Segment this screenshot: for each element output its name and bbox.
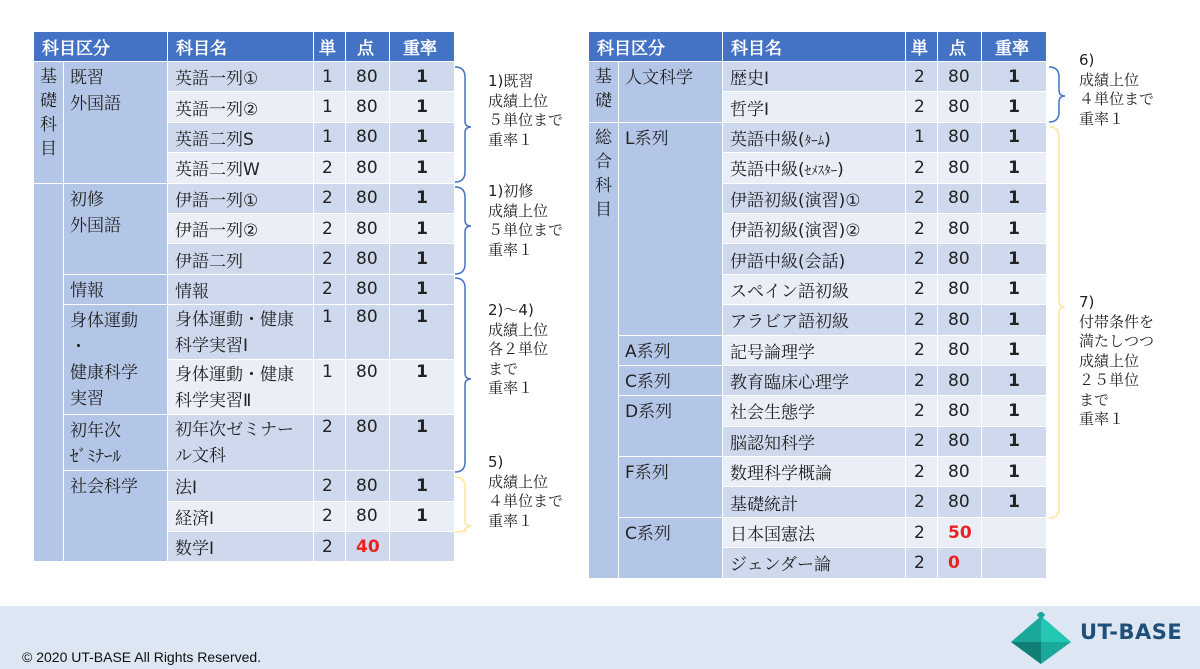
subject-points: 80 xyxy=(346,360,390,415)
subject-points: 80 xyxy=(938,365,982,395)
header-unit: 単 xyxy=(906,32,938,62)
subject-unit: 2 xyxy=(314,471,346,501)
subject-unit: 2 xyxy=(314,415,346,471)
subject-unit: 2 xyxy=(906,335,938,365)
subject-points: 80 xyxy=(938,274,982,304)
header-points: 点 xyxy=(346,32,390,62)
subcategory-D: D系列 xyxy=(619,396,723,457)
copyright-text: © 2020 UT-BASE All Rights Reserved. xyxy=(22,649,262,665)
subject-name: 伊語一列② xyxy=(168,213,314,243)
subject-name: 身体運動・健康科学実習Ⅰ xyxy=(168,305,314,360)
subject-weight: 1 xyxy=(390,62,455,92)
subject-name: 教育臨床心理学 xyxy=(723,365,906,395)
subject-name: 経済Ⅰ xyxy=(168,501,314,531)
header-category: 科目区分 xyxy=(34,32,168,62)
subject-weight: 1 xyxy=(982,487,1047,517)
subject-weight: 1 xyxy=(982,426,1047,456)
subject-weight: 1 xyxy=(390,415,455,471)
subject-points: 80 xyxy=(938,62,982,92)
subject-unit: 2 xyxy=(314,244,346,274)
subject-weight: 1 xyxy=(982,213,1047,243)
subject-unit: 2 xyxy=(314,153,346,183)
header-subject: 科目名 xyxy=(723,32,906,62)
subcategory-shonenji: 初年次 ｾﾞﾐﾅｰﾙ xyxy=(64,415,168,471)
subject-points: 80 xyxy=(938,92,982,122)
subject-unit: 2 xyxy=(314,531,346,561)
subject-name: 社会生態学 xyxy=(723,396,906,426)
subcategory-jinbun: 人文科学 xyxy=(619,62,723,123)
subject-points: 80 xyxy=(938,183,982,213)
subject-name: 伊語初級(演習)② xyxy=(723,213,906,243)
header-category: 科目区分 xyxy=(589,32,723,62)
subject-unit: 2 xyxy=(906,183,938,213)
subject-weight: 1 xyxy=(390,122,455,152)
subject-name: 伊語一列① xyxy=(168,183,314,213)
subject-name: 伊語二列 xyxy=(168,244,314,274)
subject-weight: 1 xyxy=(982,305,1047,335)
ut-base-logo-icon xyxy=(1007,612,1075,664)
subject-points: 80 xyxy=(346,92,390,122)
subject-weight: 1 xyxy=(390,305,455,360)
subject-points: 80 xyxy=(938,487,982,517)
subject-points-highlight: 50 xyxy=(938,517,982,547)
subject-weight: 1 xyxy=(390,92,455,122)
subject-weight: 1 xyxy=(390,274,455,304)
subject-unit: 2 xyxy=(314,501,346,531)
subject-name: 歴史Ⅰ xyxy=(723,62,906,92)
note-shakai: 5) 成績上位 ４単位まで 重率１ xyxy=(488,453,564,530)
subject-points: 80 xyxy=(346,122,390,152)
subject-name: 伊語中級(会話) xyxy=(723,244,906,274)
subcategory-A: A系列 xyxy=(619,335,723,365)
header-unit: 単 xyxy=(314,32,346,62)
subcategory-shoshu: 初修 外国語 xyxy=(64,183,168,274)
subcategory-C1: C系列 xyxy=(619,365,723,395)
subject-name-small: ﾀｰﾑ xyxy=(804,133,825,149)
subject-points: 80 xyxy=(346,415,390,471)
subcategory-C2: C系列 xyxy=(619,517,723,578)
subject-points: 80 xyxy=(938,335,982,365)
subject-unit: 1 xyxy=(314,360,346,415)
subject-name: 日本国憲法 xyxy=(723,517,906,547)
subject-points: 80 xyxy=(346,244,390,274)
subject-unit: 2 xyxy=(314,213,346,243)
subject-name: 法Ⅰ xyxy=(168,471,314,501)
subject-weight: 1 xyxy=(390,153,455,183)
subject-weight: 1 xyxy=(390,213,455,243)
bracket-joho-shintai-shonenji xyxy=(455,278,471,472)
subject-unit: 1 xyxy=(314,92,346,122)
subject-points: 80 xyxy=(938,153,982,183)
subject-name: ジェンダー論 xyxy=(723,548,906,578)
bracket-jinbun xyxy=(1049,67,1065,122)
subject-points: 80 xyxy=(938,244,982,274)
subject-unit: 2 xyxy=(906,365,938,395)
subject-name: アラビア語初級 xyxy=(723,305,906,335)
subject-name-main: 英語中級( xyxy=(730,129,805,150)
header-weight: 重率 xyxy=(982,32,1047,62)
category-kiso: 基 礎 xyxy=(589,62,619,123)
subcategory-F: F系列 xyxy=(619,457,723,518)
subject-weight: 1 xyxy=(982,183,1047,213)
category-sogo: 総 合 科 目 xyxy=(589,122,619,578)
ut-base-logo-text: UT-BASE xyxy=(1080,620,1183,644)
subject-name: 哲学Ⅰ xyxy=(723,92,906,122)
subject-name: 脳認知科学 xyxy=(723,426,906,456)
subject-unit: 2 xyxy=(906,274,938,304)
subject-unit: 1 xyxy=(314,62,346,92)
note-joho-shintai: 2)〜4) 成績上位 各２単位 まで 重率１ xyxy=(488,301,549,397)
subject-points: 80 xyxy=(346,183,390,213)
note-shoshu: 1)初修 成績上位 ５単位まで 重率１ xyxy=(488,182,564,259)
subject-unit: 2 xyxy=(314,183,346,213)
subject-weight: 1 xyxy=(982,274,1047,304)
subject-unit: 2 xyxy=(906,548,938,578)
subject-unit: 2 xyxy=(906,426,938,456)
subject-unit: 2 xyxy=(906,396,938,426)
note-jinbun: 6) 成績上位 ４単位まで 重率１ xyxy=(1079,51,1155,128)
subject-points-highlight: 40 xyxy=(346,531,390,561)
subject-name: スペイン語初級 xyxy=(723,274,906,304)
subject-name: 英語二列S xyxy=(168,122,314,152)
subject-weight: 1 xyxy=(390,471,455,501)
subject-unit: 1 xyxy=(314,122,346,152)
subcategory-joho: 情報 xyxy=(64,274,168,304)
subject-unit: 1 xyxy=(906,122,938,152)
subject-unit: 2 xyxy=(906,517,938,547)
subject-points: 80 xyxy=(346,471,390,501)
subject-weight: 1 xyxy=(982,396,1047,426)
subject-points: 80 xyxy=(346,305,390,360)
subject-weight: 1 xyxy=(390,360,455,415)
subject-name-end: ) xyxy=(824,129,831,150)
subject-unit: 2 xyxy=(906,487,938,517)
subject-unit: 2 xyxy=(906,62,938,92)
subject-name: 身体運動・健康科学実習Ⅱ xyxy=(168,360,314,415)
bracket-sogo xyxy=(1049,127,1065,518)
subject-weight: 1 xyxy=(390,183,455,213)
subject-unit: 2 xyxy=(314,274,346,304)
subject-weight: 1 xyxy=(982,153,1047,183)
subject-unit: 2 xyxy=(906,213,938,243)
subject-name: 英語二列W xyxy=(168,153,314,183)
header-points: 点 xyxy=(938,32,982,62)
subject-weight: 1 xyxy=(982,92,1047,122)
subject-weight: 1 xyxy=(982,457,1047,487)
subject-weight: 1 xyxy=(982,62,1047,92)
header-subject: 科目名 xyxy=(168,32,314,62)
subcategory-shintai: 身体運動 ・ 健康科学 実習 xyxy=(64,305,168,415)
subject-points: 80 xyxy=(346,62,390,92)
subject-weight: 1 xyxy=(982,335,1047,365)
subject-name: 伊語初級(演習)① xyxy=(723,183,906,213)
subject-points: 80 xyxy=(938,426,982,456)
subject-weight: 1 xyxy=(982,122,1047,152)
subject-points: 80 xyxy=(346,153,390,183)
subject-name: 数理科学概論 xyxy=(723,457,906,487)
subject-weight: 1 xyxy=(982,365,1047,395)
bracket-kishu xyxy=(455,67,471,182)
subject-name: 記号論理学 xyxy=(723,335,906,365)
category-kiso: 基 礎 科 目 xyxy=(34,62,64,184)
subject-unit: 2 xyxy=(906,244,938,274)
subject-name: 情報 xyxy=(168,274,314,304)
subject-name: 数学Ⅰ xyxy=(168,531,314,561)
subject-name-small: ｾﾒｽﾀｰ xyxy=(804,164,838,180)
note-kishu: 1)既習 成績上位 ５単位まで 重率１ xyxy=(488,72,564,149)
subject-name-end: ) xyxy=(837,160,844,181)
subject-weight: 1 xyxy=(390,244,455,274)
subject-points: 80 xyxy=(346,274,390,304)
subject-points: 80 xyxy=(346,501,390,531)
subject-name: 英語一列② xyxy=(168,92,314,122)
subject-points: 80 xyxy=(346,213,390,243)
subject-name: 基礎統計 xyxy=(723,487,906,517)
subject-name: 英語一列① xyxy=(168,62,314,92)
subject-weight: 1 xyxy=(982,244,1047,274)
subject-name-main: 英語中級( xyxy=(730,160,805,181)
subject-name: 初年次ゼミナール文科 xyxy=(168,415,314,471)
subject-points: 80 xyxy=(938,396,982,426)
subject-points: 80 xyxy=(938,213,982,243)
subject-unit: 2 xyxy=(906,92,938,122)
subject-unit: 2 xyxy=(906,153,938,183)
bracket-shoshu xyxy=(455,187,471,274)
bracket-shakai xyxy=(455,477,471,532)
subject-points-highlight: 0 xyxy=(938,548,982,578)
subcategory-kishu: 既習 外国語 xyxy=(64,62,168,184)
subject-points: 80 xyxy=(938,122,982,152)
subject-points: 80 xyxy=(938,457,982,487)
subcategory-L: L系列 xyxy=(619,122,723,335)
subject-weight: 1 xyxy=(390,501,455,531)
subject-unit: 2 xyxy=(906,457,938,487)
subject-points: 80 xyxy=(938,305,982,335)
subject-unit: 2 xyxy=(906,305,938,335)
header-weight: 重率 xyxy=(390,32,455,62)
subject-unit: 1 xyxy=(314,305,346,360)
subcategory-shakai: 社会科学 xyxy=(64,471,168,562)
note-sogo: 7) 付帯条件を 満たしつつ 成績上位 ２５単位 まで 重率１ xyxy=(1079,293,1155,428)
